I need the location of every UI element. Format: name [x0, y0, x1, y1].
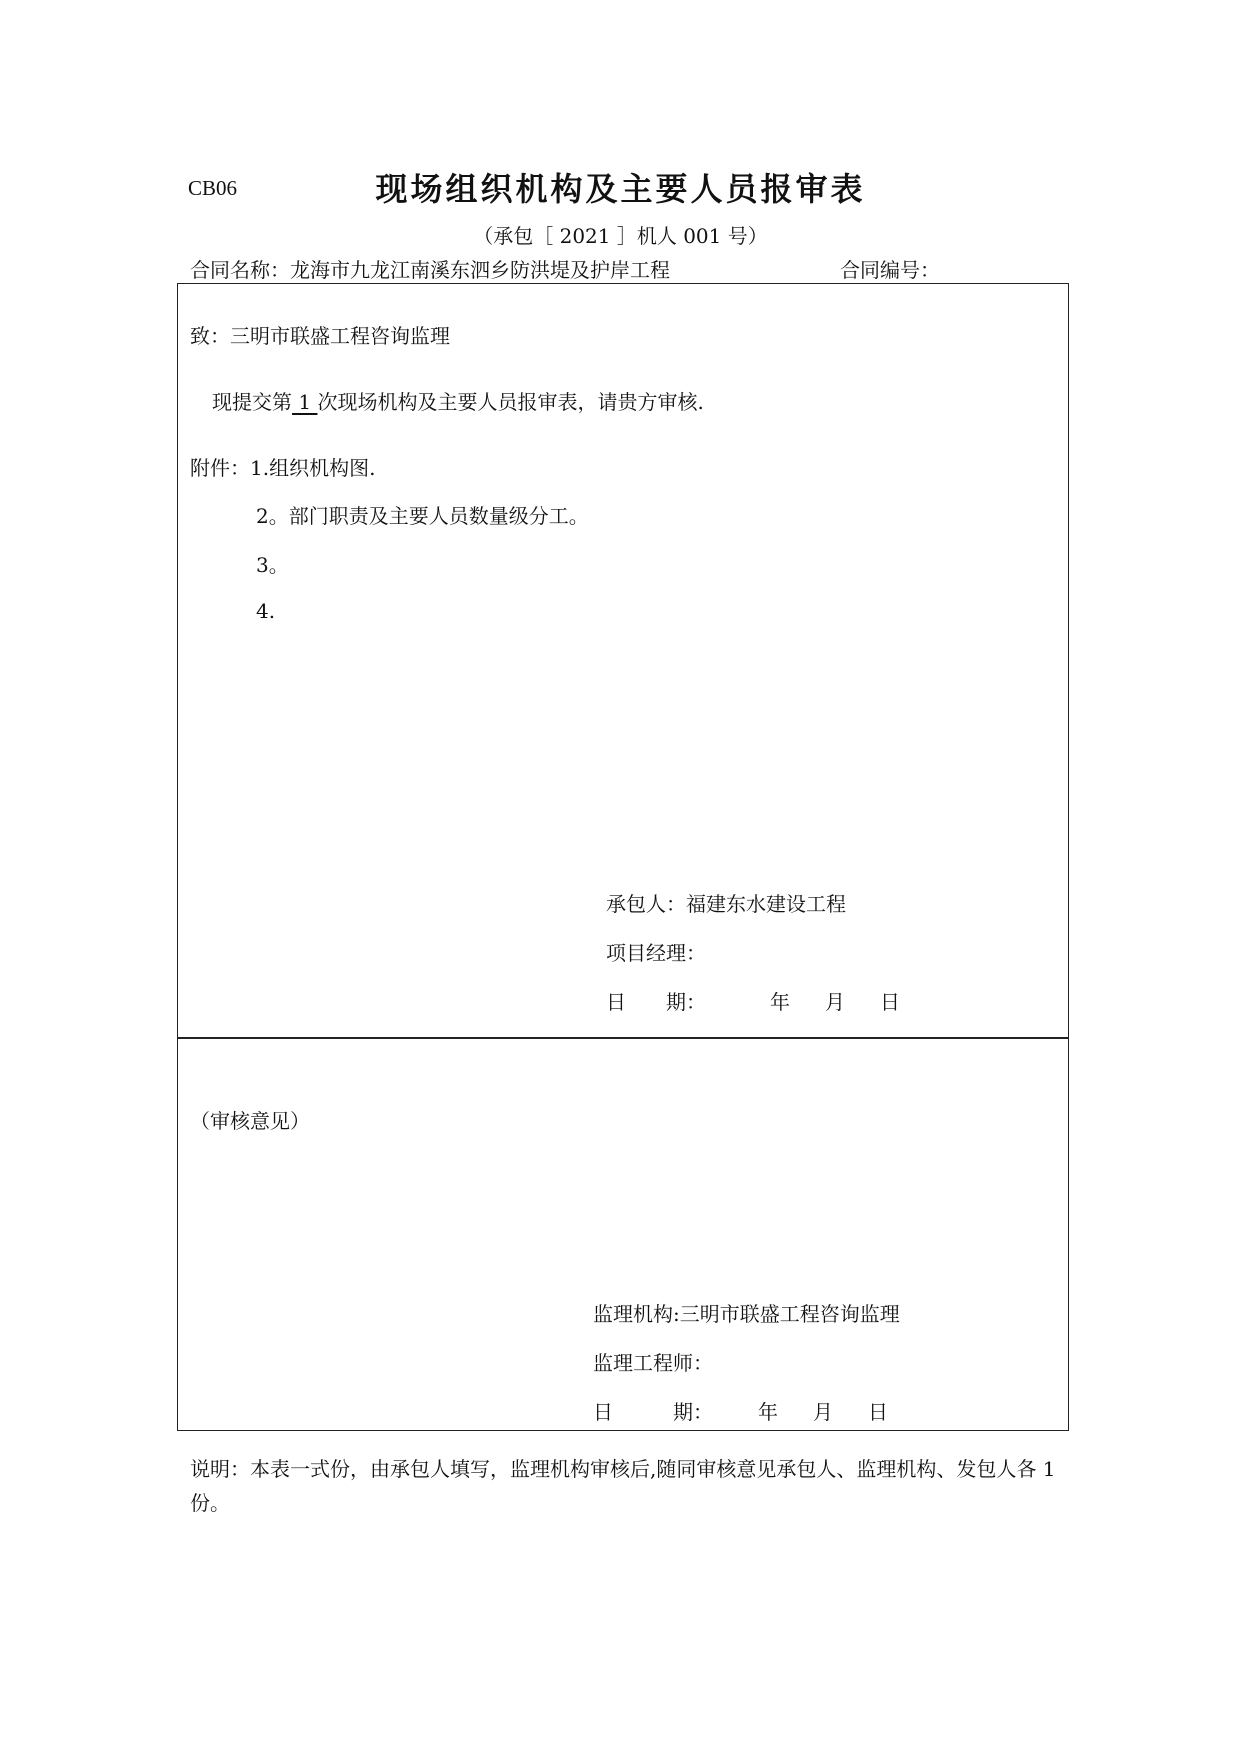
attachments-label: 附件：	[190, 456, 250, 480]
contract-number-label: 合同编号：	[840, 258, 940, 282]
submission-statement	[212, 386, 704, 415]
submission-count: 1	[292, 390, 318, 414]
page-title: 现场组织机构及主要人员报审表	[375, 170, 866, 208]
contract-name	[190, 254, 670, 283]
contract-name-label: 合同名称：	[190, 258, 290, 282]
submission-date-label: 日 期：	[606, 990, 706, 1014]
statement-suffix: 次现场机构及主要人员报审表，请贵方审核.	[317, 390, 704, 414]
supervisor-org: 监理机构:三明市联盛工程咨询监理	[593, 1302, 900, 1326]
contractor: 承包人：福建东水建设工程	[606, 892, 846, 916]
review-opinion-label: （审核意见）	[190, 1109, 310, 1133]
document-number: （承包［ 2021 ］机人 001 号）	[473, 224, 768, 248]
statement-prefix: 现提交第	[212, 390, 292, 414]
attachment-item-1	[190, 452, 375, 481]
submission-date-year: 年	[770, 990, 790, 1014]
footer-note: 说明：本表一式份，由承包人填写，监理机构审核后,随同审核意见承包人、监理机构、发包人各 1 份。	[190, 1457, 1056, 1515]
project-manager: 项目经理：	[606, 941, 706, 965]
review-date-month: 月	[813, 1400, 833, 1424]
form-code: CB06	[188, 176, 238, 200]
contract-name-value: 龙海市九龙江南溪东泗乡防洪堤及护岸工程	[290, 258, 670, 282]
submission-date-day: 日	[880, 990, 900, 1014]
supervisor-engineer: 监理工程师：	[593, 1351, 713, 1375]
submission-date-month: 月	[825, 990, 845, 1014]
attachment-item-3: 3。	[256, 553, 289, 577]
review-date-year: 年	[758, 1400, 778, 1424]
addressee: 致：三明市联盛工程咨询监理	[190, 324, 450, 348]
attachment-item-4: 4.	[256, 599, 276, 623]
review-date-label: 日 期：	[593, 1400, 713, 1424]
attachment-text: 1.组织机构图.	[250, 456, 376, 480]
review-date-day: 日	[868, 1400, 888, 1424]
attachment-item-2: 2。部门职责及主要人员数量级分工。	[256, 504, 589, 528]
